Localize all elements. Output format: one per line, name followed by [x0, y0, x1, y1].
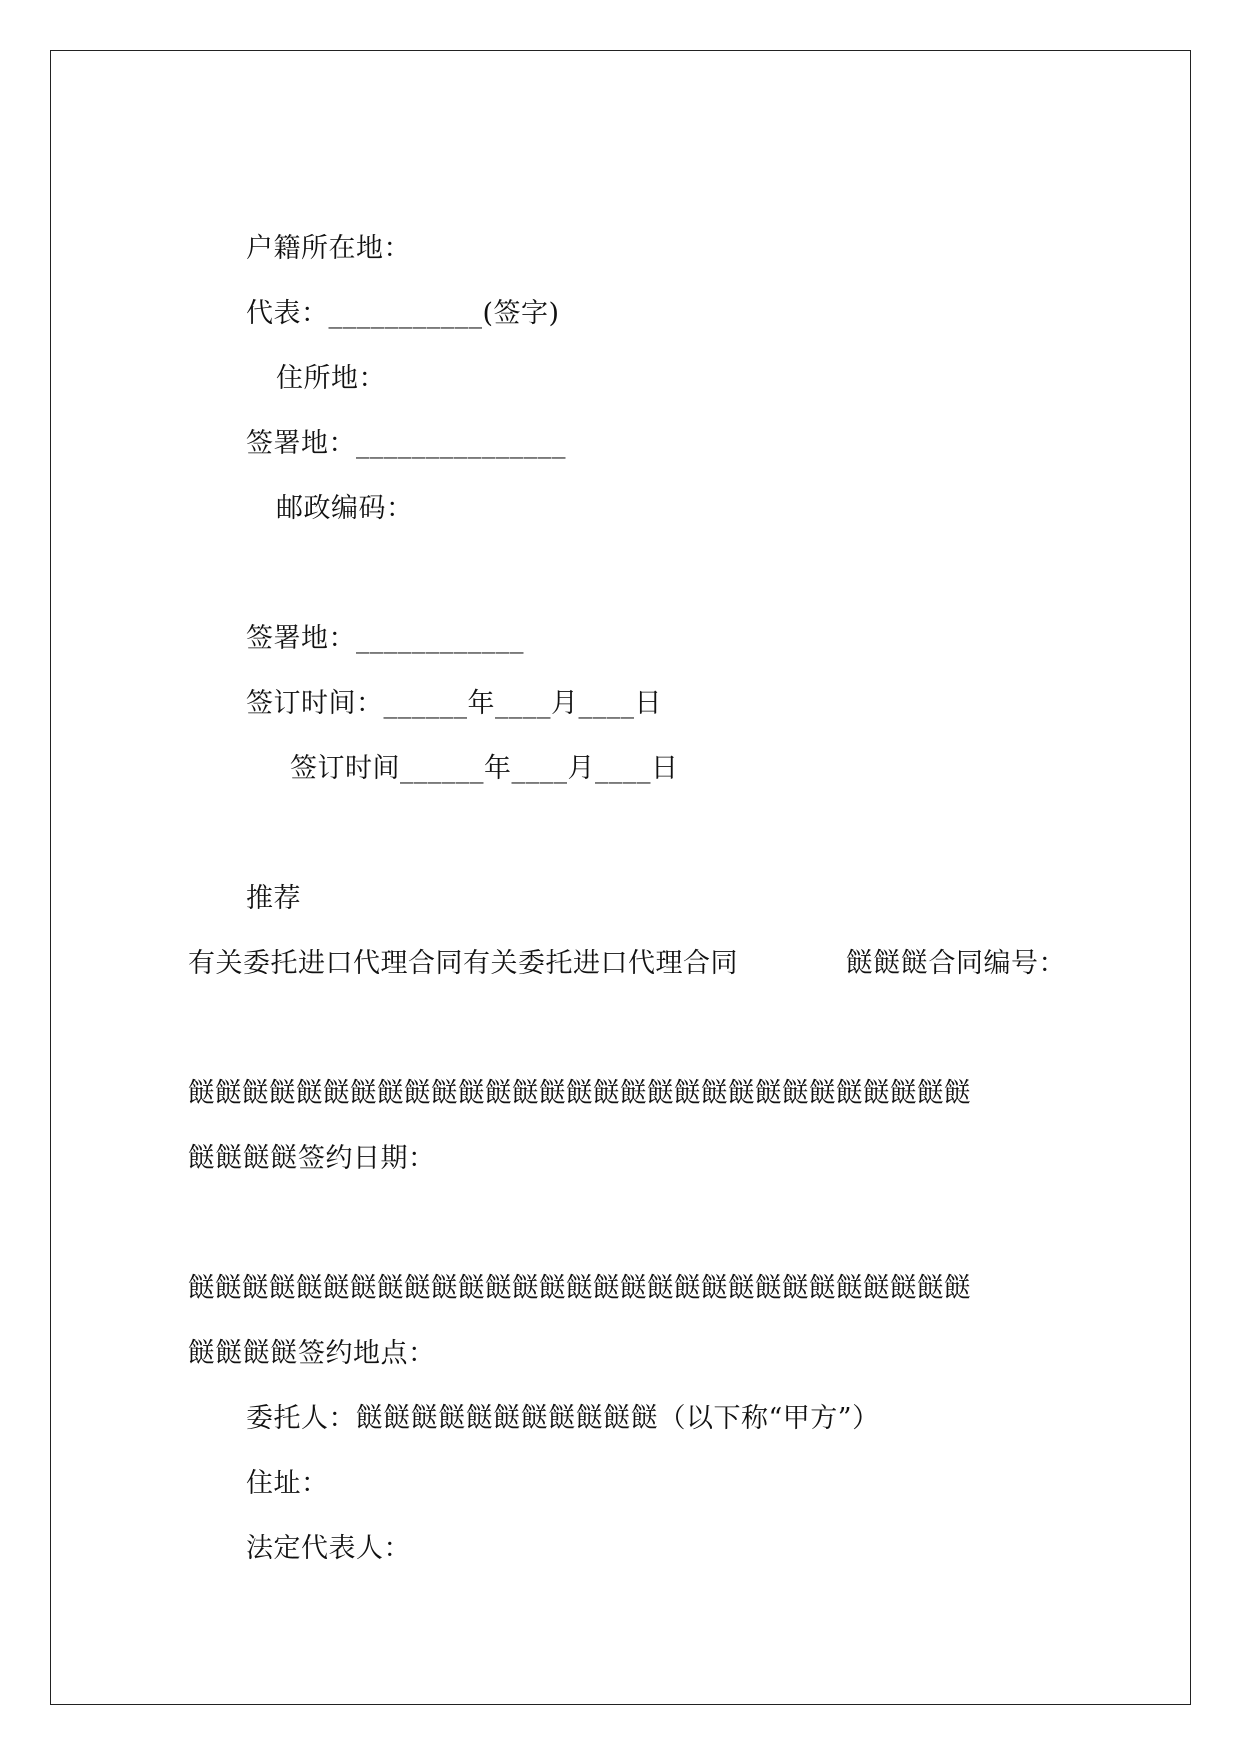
contract-title: 有关委托进口代理合同有关委托进口代理合同: [188, 948, 738, 979]
representative-signature-line: 代表：___________(签字): [246, 298, 560, 329]
postal-code-label: 邮政编码：: [276, 493, 414, 524]
signing-date-line-2: 签订时间______年____月____日: [290, 753, 679, 784]
contract-number-label: 餸餸餸合同编号：: [846, 948, 1066, 979]
principal-party-line: 委托人：餸餸餸餸餸餸餸餸餸餸餸（以下称“甲方”）: [246, 1403, 880, 1434]
sign-place-label: 餸餸餸餸签约地点：: [188, 1338, 436, 1369]
address-label: 住址：: [246, 1468, 329, 1499]
signing-place-line-2: 签署地：____________: [246, 623, 524, 654]
signing-date-line-1: 签订时间：______年____月____日: [246, 688, 662, 719]
household-registration-label: 户籍所在地：: [246, 233, 411, 264]
residence-label: 住所地：: [276, 363, 386, 394]
signing-place-line-1: 签署地：_______________: [246, 428, 566, 459]
garbled-text-line-2: 餸餸餸餸餸餸餸餸餸餸餸餸餸餸餸餸餸餸餸餸餸餸餸餸餸餸餸餸餸: [188, 1273, 971, 1304]
recommend-heading: 推荐: [246, 883, 301, 914]
legal-representative-label: 法定代表人：: [246, 1533, 411, 1564]
sign-date-label: 餸餸餸餸签约日期：: [188, 1143, 436, 1174]
page-border: [50, 50, 1191, 1705]
garbled-text-line-1: 餸餸餸餸餸餸餸餸餸餸餸餸餸餸餸餸餸餸餸餸餸餸餸餸餸餸餸餸餸: [188, 1078, 971, 1109]
